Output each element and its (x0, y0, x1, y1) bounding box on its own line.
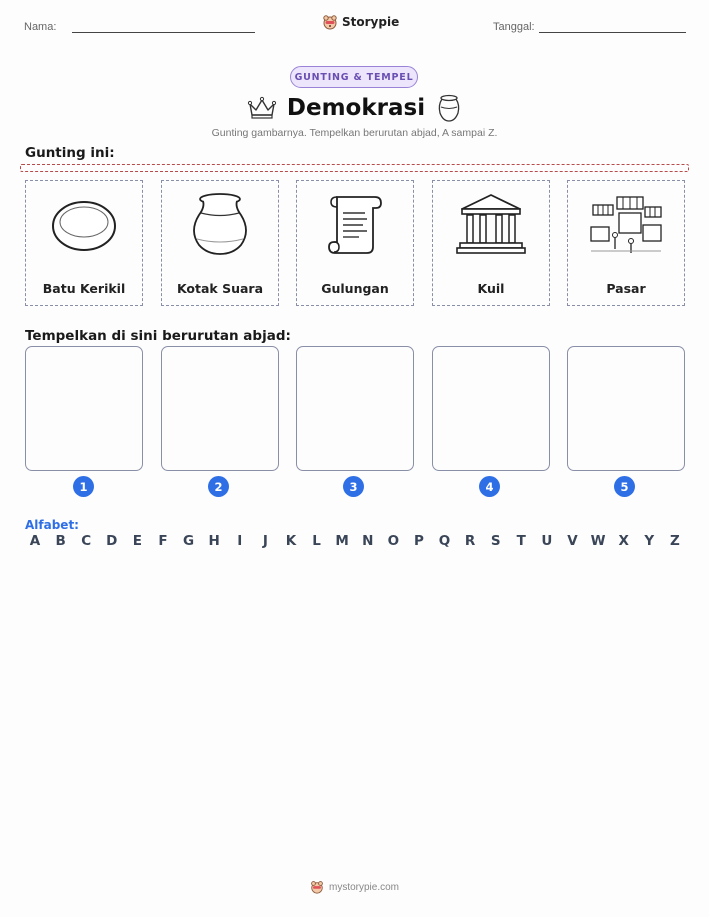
alphabet-letter: E (132, 533, 142, 549)
alphabet-letter: F (158, 533, 168, 549)
card-label: Kotak Suara (176, 281, 264, 296)
alphabet-letter: W (590, 533, 606, 549)
cut-card-pebble[interactable] (25, 180, 143, 306)
alphabet-letter: Y (644, 533, 655, 549)
date-label: Tanggal: (493, 21, 535, 33)
cut-card-scroll[interactable] (296, 180, 414, 306)
activity-badge: GUNTING & TEMPEL (290, 66, 418, 88)
name-label: Nama: (24, 21, 57, 33)
alphabet-letter: G (183, 533, 195, 549)
pebble-icon (49, 194, 119, 254)
alphabet-letter: L (312, 533, 321, 549)
crown-icon (247, 96, 277, 120)
alphabet-letter: K (285, 533, 297, 549)
cut-card-ballot-pot[interactable] (161, 180, 279, 306)
brand-name: Storypie (342, 15, 400, 29)
storypie-mascot-icon (322, 14, 338, 30)
slot-number: 5 (614, 476, 635, 497)
alphabet-letter: Q (438, 533, 451, 549)
card-label: Pasar (606, 281, 646, 296)
alphabet-letter: O (387, 533, 400, 549)
alphabet-letter: B (55, 533, 66, 549)
paste-slot-2[interactable] (161, 346, 279, 471)
pot-icon (185, 191, 255, 257)
alphabet-letter: V (567, 533, 578, 549)
alphabet-letter: T (516, 533, 526, 549)
card-label: Kuil (477, 281, 505, 296)
paste-heading: Tempelkan di sini berurutan abjad: (25, 328, 291, 344)
alphabet-letter: N (362, 533, 374, 549)
cut-heading: Gunting ini: (25, 145, 115, 161)
alphabet-label: Alfabet: (25, 518, 79, 532)
alphabet-letter: R (464, 533, 476, 549)
alphabet-letter: J (262, 533, 268, 549)
cut-card-temple[interactable] (432, 180, 550, 306)
paste-slot-4[interactable] (432, 346, 550, 471)
pot-icon (435, 93, 463, 123)
card-label: Batu Kerikil (42, 281, 126, 296)
footer-site[interactable]: mystorypie.com (328, 881, 399, 893)
slot-number: 3 (343, 476, 364, 497)
page-title: Demokrasi (286, 95, 426, 121)
alphabet-letter: U (541, 533, 553, 549)
cut-line (20, 164, 689, 172)
paste-slot-5[interactable] (567, 346, 685, 471)
storypie-mascot-icon (310, 880, 324, 894)
title-row (240, 90, 470, 126)
card-label: Gulungan (321, 281, 389, 296)
alphabet-letter: Z (669, 533, 680, 549)
alphabet-row (25, 533, 685, 549)
instructions: Gunting gambarnya. Tempelkan berurutan abjad, A sampai Z. (211, 127, 498, 139)
paste-slot-3[interactable] (296, 346, 414, 471)
paste-slot-1[interactable] (25, 346, 143, 471)
name-field[interactable] (72, 32, 255, 33)
brand-logo (322, 14, 399, 30)
cut-card-market[interactable] (567, 180, 685, 306)
alphabet-letter: A (29, 533, 41, 549)
date-field[interactable] (539, 32, 686, 33)
scroll-icon (325, 191, 385, 257)
slot-number: 2 (208, 476, 229, 497)
alphabet-letter: I (237, 533, 243, 549)
footer (0, 880, 709, 894)
alphabet-letter: P (413, 533, 424, 549)
alphabet-letter: C (81, 533, 92, 549)
alphabet-letter: H (208, 533, 220, 549)
slot-number: 1 (73, 476, 94, 497)
temple-icon (456, 191, 526, 257)
market-icon (587, 191, 665, 257)
alphabet-letter: M (335, 533, 349, 549)
alphabet-letter: X (618, 533, 629, 549)
slot-number: 4 (479, 476, 500, 497)
alphabet-letter: S (490, 533, 501, 549)
alphabet-letter: D (106, 533, 118, 549)
